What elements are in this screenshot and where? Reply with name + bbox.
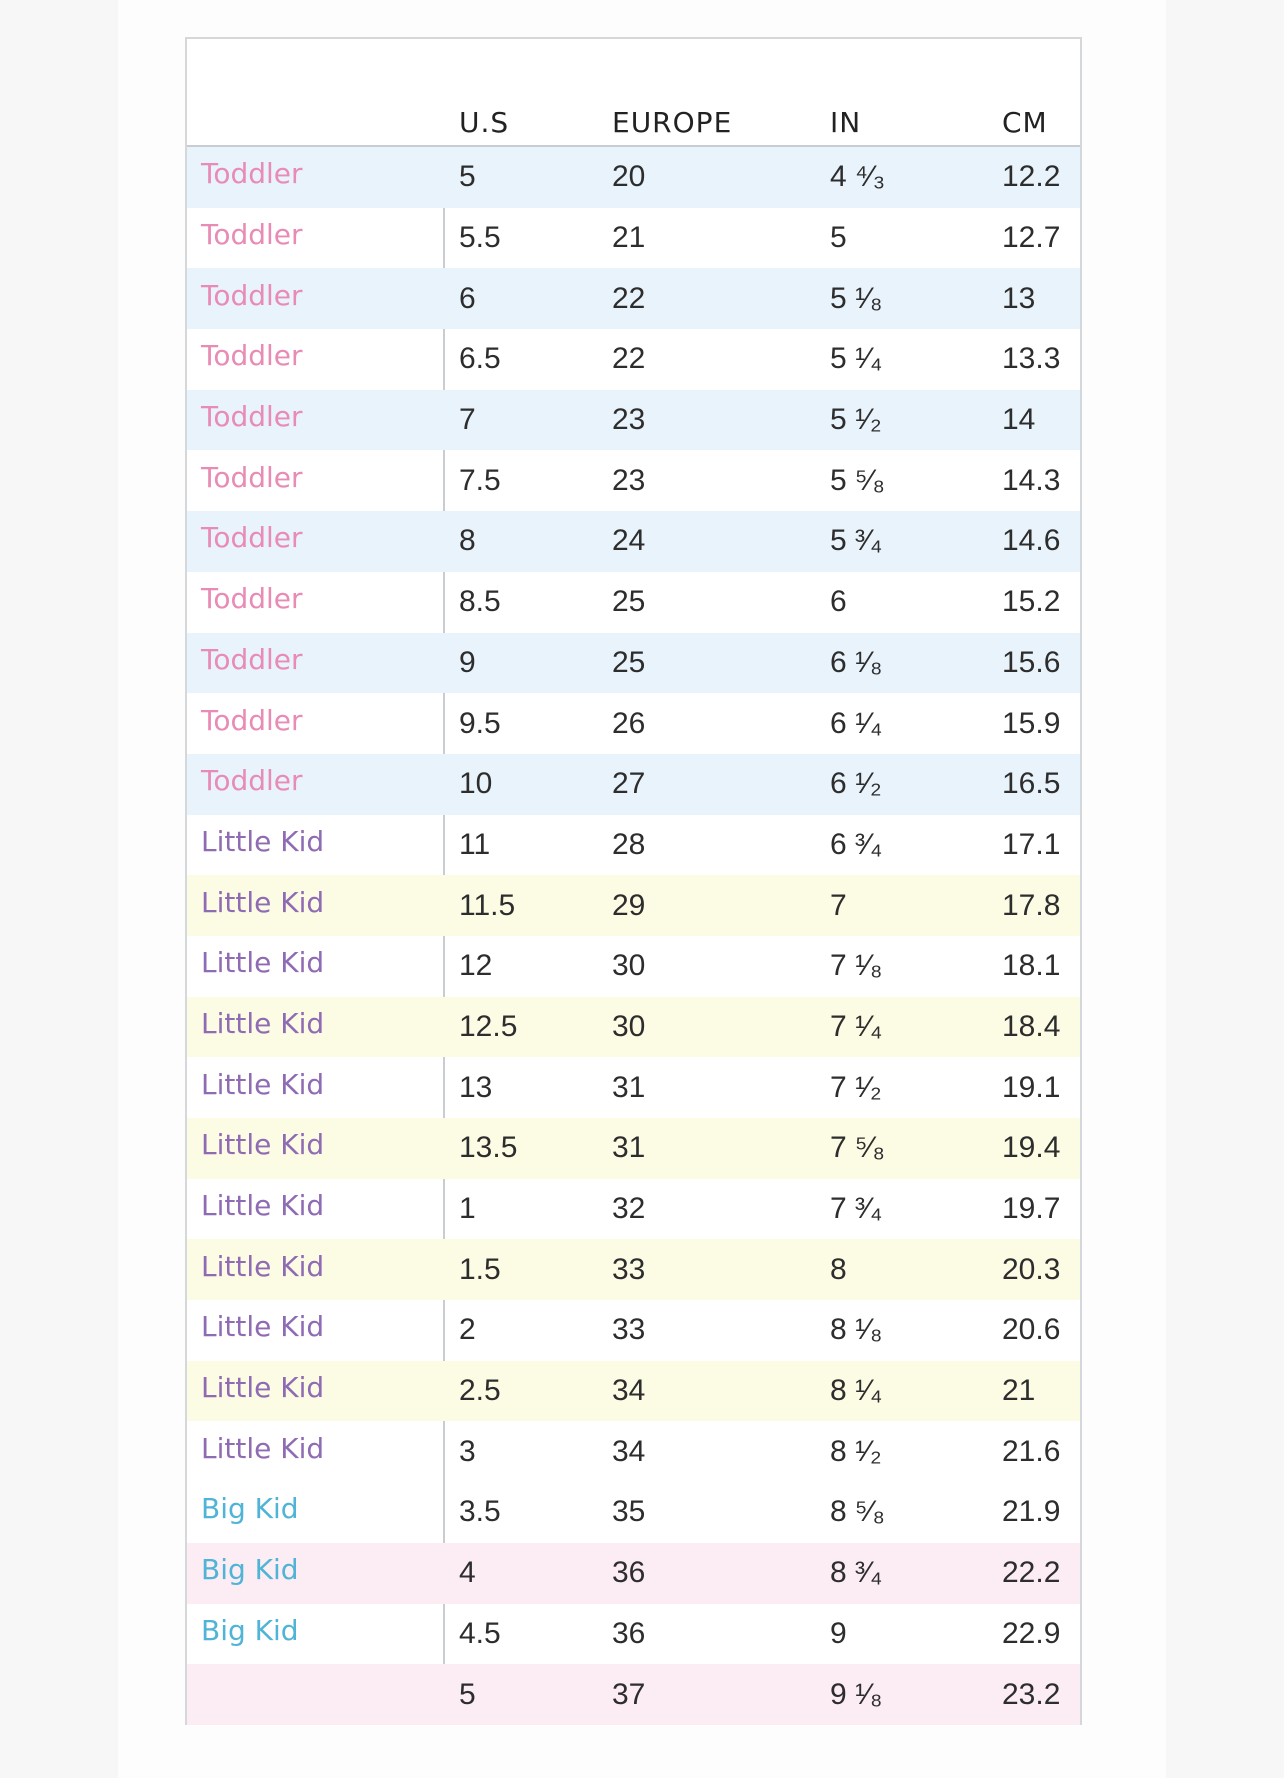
europe-size-cell: 29 bbox=[612, 888, 646, 922]
inches-cell: 9 ¹⁄₈ bbox=[830, 1677, 883, 1711]
europe-size-cell: 25 bbox=[612, 585, 646, 619]
table-row bbox=[187, 329, 1080, 390]
inches-cell: 4 ⁴⁄₃ bbox=[830, 160, 886, 194]
inches-cell: 9 bbox=[830, 1616, 847, 1650]
cm-cell: 14 bbox=[1002, 403, 1036, 437]
inches-cell: 8 ¹⁄₂ bbox=[830, 1434, 882, 1468]
size-chart-table bbox=[185, 37, 1082, 1725]
table-row bbox=[187, 572, 1080, 633]
us-size-cell: 2 bbox=[459, 1313, 476, 1347]
table-row bbox=[187, 1057, 1080, 1118]
category-label: Little Kid bbox=[201, 1431, 325, 1465]
europe-size-cell: 23 bbox=[612, 403, 646, 437]
category-label: Big Kid bbox=[201, 1614, 299, 1648]
table-row bbox=[187, 1300, 1080, 1361]
category-label: Little Kid bbox=[201, 1249, 325, 1283]
cm-cell: 20.3 bbox=[1002, 1252, 1061, 1286]
table-row bbox=[187, 450, 1080, 511]
europe-size-cell: 30 bbox=[612, 1009, 646, 1043]
category-label: Big Kid bbox=[201, 1553, 299, 1587]
inches-cell: 6 ¹⁄₈ bbox=[830, 645, 883, 679]
category-label: Toddler bbox=[201, 764, 303, 798]
category-label: Little Kid bbox=[201, 1310, 325, 1344]
category-label: Little Kid bbox=[201, 946, 325, 980]
category-label: Toddler bbox=[201, 278, 303, 312]
inches-cell: 5 ¹⁄₄ bbox=[830, 342, 883, 376]
us-size-cell: 5 bbox=[459, 1677, 476, 1711]
cm-cell: 15.9 bbox=[1002, 706, 1061, 740]
europe-size-cell: 28 bbox=[612, 827, 646, 861]
us-size-cell: 13 bbox=[459, 1070, 493, 1104]
category-label: Little Kid bbox=[201, 1128, 325, 1162]
inches-cell: 5 ¹⁄₈ bbox=[830, 281, 883, 315]
left-margin-shade bbox=[0, 0, 118, 1778]
europe-size-cell: 35 bbox=[612, 1495, 646, 1529]
europe-size-cell: 33 bbox=[612, 1252, 646, 1286]
us-size-cell: 5 bbox=[459, 160, 476, 194]
inches-cell: 5 ³⁄₄ bbox=[830, 524, 883, 558]
table-row bbox=[187, 1239, 1080, 1300]
cm-cell: 21.9 bbox=[1002, 1495, 1061, 1529]
table-row bbox=[187, 1118, 1080, 1179]
cm-cell: 16.5 bbox=[1002, 767, 1061, 801]
inches-cell: 5 bbox=[830, 221, 847, 255]
category-label: Toddler bbox=[201, 703, 303, 737]
inches-cell: 7 ¹⁄₄ bbox=[830, 1009, 883, 1043]
us-size-cell: 8.5 bbox=[459, 585, 501, 619]
table-row bbox=[187, 1421, 1080, 1482]
inches-cell: 6 ¹⁄₂ bbox=[830, 767, 882, 801]
cm-cell: 14.3 bbox=[1002, 463, 1061, 497]
europe-size-cell: 20 bbox=[612, 160, 646, 194]
cm-cell: 12.7 bbox=[1002, 221, 1061, 255]
cm-cell: 20.6 bbox=[1002, 1313, 1061, 1347]
header-cm: CM bbox=[1002, 106, 1048, 139]
table-row bbox=[187, 1482, 1080, 1543]
europe-size-cell: 36 bbox=[612, 1556, 646, 1590]
cm-cell: 17.8 bbox=[1002, 888, 1061, 922]
cm-cell: 22.9 bbox=[1002, 1616, 1061, 1650]
category-label: Little Kid bbox=[201, 1371, 325, 1405]
cm-cell: 19.4 bbox=[1002, 1131, 1061, 1165]
table-row bbox=[187, 1543, 1080, 1604]
category-label: Little Kid bbox=[201, 1067, 325, 1101]
us-size-cell: 1 bbox=[459, 1192, 476, 1226]
table-row bbox=[187, 815, 1080, 876]
cm-cell: 15.6 bbox=[1002, 645, 1061, 679]
europe-size-cell: 31 bbox=[612, 1070, 646, 1104]
table-row bbox=[187, 268, 1080, 329]
category-label: Toddler bbox=[201, 521, 303, 555]
right-margin-shade bbox=[1166, 0, 1284, 1778]
category-label: Toddler bbox=[201, 157, 303, 191]
table-row bbox=[187, 147, 1080, 208]
us-size-cell: 11 bbox=[459, 827, 491, 861]
cm-cell: 13 bbox=[1002, 281, 1036, 315]
europe-size-cell: 22 bbox=[612, 342, 646, 376]
table-row bbox=[187, 390, 1080, 451]
inches-cell: 8 ³⁄₄ bbox=[830, 1556, 883, 1590]
inches-cell: 8 ¹⁄₈ bbox=[830, 1313, 883, 1347]
europe-size-cell: 26 bbox=[612, 706, 646, 740]
table-body bbox=[187, 147, 1080, 1725]
cm-cell: 19.1 bbox=[1002, 1070, 1061, 1104]
europe-size-cell: 31 bbox=[612, 1131, 646, 1165]
cm-cell: 21.6 bbox=[1002, 1434, 1061, 1468]
cm-cell: 19.7 bbox=[1002, 1192, 1061, 1226]
us-size-cell: 3 bbox=[459, 1434, 476, 1468]
table-row bbox=[187, 1361, 1080, 1422]
us-size-cell: 7.5 bbox=[459, 463, 501, 497]
table-row bbox=[187, 936, 1080, 997]
cm-cell: 23.2 bbox=[1002, 1677, 1061, 1711]
us-size-cell: 9.5 bbox=[459, 706, 501, 740]
category-label: Little Kid bbox=[201, 885, 325, 919]
us-size-cell: 3.5 bbox=[459, 1495, 501, 1529]
us-size-cell: 5.5 bbox=[459, 221, 501, 255]
inches-cell: 7 ⁵⁄₈ bbox=[830, 1131, 885, 1165]
us-size-cell: 2.5 bbox=[459, 1374, 501, 1408]
us-size-cell: 10 bbox=[459, 767, 493, 801]
cm-cell: 15.2 bbox=[1002, 585, 1061, 619]
inches-cell: 8 bbox=[830, 1252, 847, 1286]
us-size-cell: 13.5 bbox=[459, 1131, 518, 1165]
us-size-cell: 1.5 bbox=[459, 1252, 501, 1286]
category-label: Little Kid bbox=[201, 1007, 325, 1041]
europe-size-cell: 27 bbox=[612, 767, 646, 801]
us-size-cell: 6 bbox=[459, 281, 476, 315]
cm-cell: 18.4 bbox=[1002, 1009, 1061, 1043]
table-row bbox=[187, 633, 1080, 694]
cm-cell: 14.6 bbox=[1002, 524, 1061, 558]
europe-size-cell: 21 bbox=[612, 221, 646, 255]
inches-cell: 5 ⁵⁄₈ bbox=[830, 463, 885, 497]
category-label: Toddler bbox=[201, 643, 303, 677]
inches-cell: 7 ¹⁄₈ bbox=[830, 949, 883, 983]
cm-cell: 12.2 bbox=[1002, 160, 1061, 194]
category-label: Big Kid bbox=[201, 1492, 299, 1526]
europe-size-cell: 32 bbox=[612, 1192, 646, 1226]
inches-cell: 8 ⁵⁄₈ bbox=[830, 1495, 885, 1529]
inches-cell: 7 bbox=[830, 888, 847, 922]
cm-cell: 13.3 bbox=[1002, 342, 1061, 376]
europe-size-cell: 33 bbox=[612, 1313, 646, 1347]
us-size-cell: 9 bbox=[459, 645, 476, 679]
inches-cell: 8 ¹⁄₄ bbox=[830, 1374, 883, 1408]
inches-cell: 6 ¹⁄₄ bbox=[830, 706, 883, 740]
table-row bbox=[187, 693, 1080, 754]
header-in: IN bbox=[830, 106, 862, 139]
table-row bbox=[187, 997, 1080, 1058]
europe-size-cell: 23 bbox=[612, 463, 646, 497]
table-row bbox=[187, 1604, 1080, 1665]
table-row bbox=[187, 1179, 1080, 1240]
category-label: Toddler bbox=[201, 339, 303, 373]
inches-cell: 6 ³⁄₄ bbox=[830, 827, 883, 861]
category-label: Little Kid bbox=[201, 825, 325, 859]
category-label: Little Kid bbox=[201, 1189, 325, 1223]
europe-size-cell: 34 bbox=[612, 1434, 646, 1468]
us-size-cell: 6.5 bbox=[459, 342, 501, 376]
header-us: U.S bbox=[459, 106, 510, 139]
europe-size-cell: 30 bbox=[612, 949, 646, 983]
category-label: Toddler bbox=[201, 582, 303, 616]
inches-cell: 7 ¹⁄₂ bbox=[830, 1070, 882, 1104]
table-header bbox=[187, 39, 1080, 147]
europe-size-cell: 37 bbox=[612, 1677, 646, 1711]
category-label: Toddler bbox=[201, 460, 303, 494]
europe-size-cell: 25 bbox=[612, 645, 646, 679]
us-size-cell: 11.5 bbox=[459, 888, 516, 922]
europe-size-cell: 24 bbox=[612, 524, 646, 558]
table-row bbox=[187, 875, 1080, 936]
cm-cell: 21 bbox=[1002, 1374, 1036, 1408]
europe-size-cell: 36 bbox=[612, 1616, 646, 1650]
inches-cell: 7 ³⁄₄ bbox=[830, 1192, 883, 1226]
cm-cell: 22.2 bbox=[1002, 1556, 1061, 1590]
inches-cell: 6 bbox=[830, 585, 847, 619]
cm-cell: 18.1 bbox=[1002, 949, 1061, 983]
category-label: Toddler bbox=[201, 400, 303, 434]
europe-size-cell: 22 bbox=[612, 281, 646, 315]
inches-cell: 5 ¹⁄₂ bbox=[830, 403, 882, 437]
us-size-cell: 4.5 bbox=[459, 1616, 501, 1650]
table-row bbox=[187, 511, 1080, 572]
us-size-cell: 12.5 bbox=[459, 1009, 518, 1043]
category-label: Toddler bbox=[201, 218, 303, 252]
us-size-cell: 4 bbox=[459, 1556, 476, 1590]
us-size-cell: 7 bbox=[459, 403, 476, 437]
us-size-cell: 8 bbox=[459, 524, 476, 558]
header-europe: EUROPE bbox=[612, 106, 733, 139]
cm-cell: 17.1 bbox=[1002, 827, 1061, 861]
europe-size-cell: 34 bbox=[612, 1374, 646, 1408]
table-row bbox=[187, 1664, 1080, 1725]
us-size-cell: 12 bbox=[459, 949, 493, 983]
table-row bbox=[187, 754, 1080, 815]
table-row bbox=[187, 208, 1080, 269]
